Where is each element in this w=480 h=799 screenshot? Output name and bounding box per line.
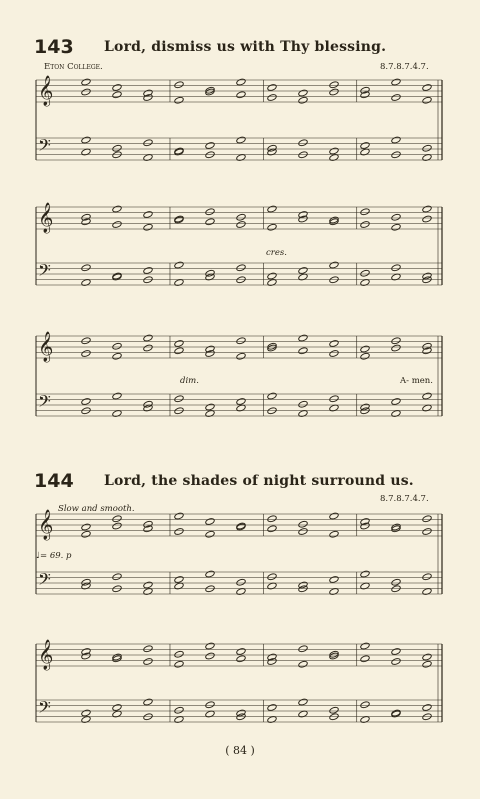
note-head bbox=[81, 709, 91, 717]
note-head bbox=[391, 213, 401, 221]
note-head bbox=[236, 213, 246, 221]
note-head bbox=[298, 400, 308, 408]
note-head bbox=[143, 520, 153, 528]
note-head bbox=[329, 88, 339, 96]
note-head bbox=[81, 648, 91, 656]
note-head bbox=[360, 345, 370, 353]
note-head bbox=[81, 530, 91, 538]
note-head bbox=[298, 645, 308, 653]
note-head bbox=[360, 91, 370, 99]
note-head bbox=[360, 86, 370, 94]
note-head bbox=[143, 344, 153, 352]
note-head bbox=[422, 96, 432, 104]
note-head bbox=[267, 653, 277, 661]
meter-144: 8.7.8.7.4.7. bbox=[380, 494, 429, 504]
note-head bbox=[422, 215, 432, 223]
note-head bbox=[298, 520, 308, 528]
note-head bbox=[112, 352, 122, 360]
note-head bbox=[205, 701, 215, 709]
note-head bbox=[360, 701, 370, 709]
note-head bbox=[205, 218, 215, 226]
note-head bbox=[81, 136, 91, 144]
note-head bbox=[329, 576, 339, 584]
note-head bbox=[236, 648, 246, 656]
note-head bbox=[205, 350, 215, 358]
note-head bbox=[143, 94, 153, 102]
note-head bbox=[81, 350, 91, 358]
note-head bbox=[298, 89, 308, 97]
note-head bbox=[298, 660, 308, 668]
note-head bbox=[360, 522, 370, 530]
note-head bbox=[205, 208, 215, 216]
note-head bbox=[205, 518, 215, 526]
note-head bbox=[174, 650, 184, 658]
note-head bbox=[174, 347, 184, 355]
note-head bbox=[174, 528, 184, 536]
note-head bbox=[205, 142, 215, 150]
clef-glyph: 𝄢 bbox=[38, 391, 51, 415]
note-head bbox=[298, 347, 308, 355]
note-head bbox=[81, 652, 91, 660]
note-head bbox=[422, 144, 432, 152]
note-head bbox=[422, 660, 432, 668]
note-head bbox=[174, 576, 184, 584]
note-head bbox=[174, 81, 184, 89]
hymn-number: 143 bbox=[34, 36, 74, 58]
clef-glyph: 𝄞 bbox=[38, 203, 54, 233]
note-head bbox=[205, 403, 215, 411]
note-head bbox=[143, 89, 153, 97]
note-head bbox=[112, 522, 122, 530]
note-head bbox=[422, 84, 432, 92]
note-head bbox=[360, 518, 370, 526]
note-head bbox=[422, 347, 432, 355]
note-head bbox=[267, 525, 277, 533]
metronome-marking: ♩= 69. p bbox=[36, 551, 72, 561]
note-head bbox=[360, 642, 370, 650]
hymn-144-title: Lord, the shades of night surround us. bbox=[104, 473, 414, 489]
page-number: ( 84 ) bbox=[225, 744, 255, 757]
hymn-143-title: Lord, dismiss us with Thy blessing. bbox=[104, 39, 387, 55]
note-head bbox=[267, 658, 277, 666]
meter-143: 8.7.8.7.4.7. bbox=[380, 62, 429, 72]
note-head bbox=[236, 398, 246, 406]
note-head bbox=[298, 334, 308, 342]
note-head bbox=[298, 528, 308, 536]
note-head bbox=[298, 139, 308, 147]
note-head bbox=[360, 221, 370, 229]
note-head bbox=[391, 94, 401, 102]
note-head bbox=[112, 84, 122, 92]
note-head bbox=[360, 570, 370, 578]
note-head bbox=[329, 530, 339, 538]
note-head bbox=[81, 523, 91, 531]
note-head bbox=[267, 205, 277, 213]
note-head bbox=[329, 261, 339, 269]
note-head bbox=[81, 264, 91, 272]
note-head bbox=[422, 573, 432, 581]
note-head bbox=[236, 337, 246, 345]
note-head bbox=[391, 658, 401, 666]
note-head bbox=[81, 398, 91, 406]
note-head bbox=[81, 218, 91, 226]
note-head bbox=[236, 136, 246, 144]
note-head bbox=[112, 91, 122, 99]
note-head bbox=[236, 91, 246, 99]
clef-glyph: 𝄢 bbox=[38, 260, 51, 284]
hymn-number: 144 bbox=[34, 470, 74, 492]
note-head bbox=[143, 645, 153, 653]
note-head bbox=[143, 658, 153, 666]
note-head bbox=[298, 96, 308, 104]
note-head bbox=[329, 340, 339, 348]
note-head bbox=[236, 655, 246, 663]
note-head bbox=[391, 344, 401, 352]
note-head bbox=[422, 342, 432, 350]
note-head bbox=[422, 392, 432, 400]
note-head bbox=[329, 350, 339, 358]
note-head bbox=[174, 395, 184, 403]
note-head bbox=[298, 267, 308, 275]
clef-glyph: 𝄢 bbox=[38, 135, 51, 159]
note-head bbox=[174, 96, 184, 104]
note-head bbox=[391, 648, 401, 656]
note-head bbox=[391, 264, 401, 272]
note-head bbox=[267, 94, 277, 102]
note-head bbox=[112, 515, 122, 523]
note-head bbox=[143, 334, 153, 342]
note-head bbox=[112, 205, 122, 213]
note-head bbox=[360, 352, 370, 360]
note-head bbox=[422, 653, 432, 661]
note-head bbox=[267, 515, 277, 523]
note-head bbox=[236, 352, 246, 360]
note-head bbox=[298, 215, 308, 223]
note-head bbox=[174, 706, 184, 714]
note-head bbox=[360, 208, 370, 216]
note-head bbox=[267, 573, 277, 581]
amen-lyric: A- men. bbox=[400, 376, 433, 386]
note-head bbox=[267, 84, 277, 92]
note-head bbox=[112, 144, 122, 152]
dim-marking: dim. bbox=[180, 376, 199, 386]
note-head bbox=[174, 261, 184, 269]
note-head bbox=[112, 704, 122, 712]
clef-glyph: 𝄢 bbox=[38, 569, 51, 593]
note-head bbox=[143, 223, 153, 231]
clef-glyph: 𝄞 bbox=[38, 510, 54, 540]
note-head bbox=[422, 704, 432, 712]
note-head bbox=[267, 704, 277, 712]
note-head bbox=[391, 223, 401, 231]
note-head bbox=[143, 211, 153, 219]
note-head bbox=[329, 395, 339, 403]
note-head bbox=[298, 698, 308, 706]
note-head bbox=[236, 78, 246, 86]
note-head bbox=[143, 698, 153, 706]
note-head bbox=[112, 392, 122, 400]
note-head bbox=[236, 221, 246, 229]
note-head bbox=[143, 525, 153, 533]
note-head bbox=[112, 573, 122, 581]
cres-marking: cres. bbox=[266, 248, 287, 258]
note-head bbox=[112, 221, 122, 229]
note-head bbox=[205, 642, 215, 650]
note-head bbox=[298, 211, 308, 219]
note-head bbox=[360, 269, 370, 277]
note-head bbox=[112, 342, 122, 350]
note-head bbox=[391, 136, 401, 144]
clef-glyph: 𝄞 bbox=[38, 640, 54, 670]
note-head bbox=[391, 337, 401, 345]
note-head bbox=[267, 272, 277, 280]
note-head bbox=[81, 88, 91, 96]
staff-lines bbox=[36, 80, 442, 722]
note-head bbox=[143, 139, 153, 147]
note-head bbox=[267, 392, 277, 400]
note-head bbox=[205, 570, 215, 578]
note-head bbox=[143, 581, 153, 589]
note-head bbox=[174, 512, 184, 520]
note-head bbox=[360, 655, 370, 663]
note-head bbox=[81, 78, 91, 86]
note-head bbox=[81, 337, 91, 345]
note-head bbox=[81, 213, 91, 221]
note-head bbox=[391, 578, 401, 586]
note-head bbox=[422, 205, 432, 213]
note-head bbox=[422, 515, 432, 523]
clef-glyph: 𝄢 bbox=[38, 697, 51, 721]
note-head bbox=[236, 264, 246, 272]
note-head bbox=[329, 147, 339, 155]
note-head bbox=[267, 223, 277, 231]
tune-name: Eton College. bbox=[44, 62, 103, 72]
note-head bbox=[143, 267, 153, 275]
note-head bbox=[329, 81, 339, 89]
note-head bbox=[205, 530, 215, 538]
note-head bbox=[329, 512, 339, 520]
tempo-marking: Slow and smooth. bbox=[58, 504, 135, 514]
note-head bbox=[391, 398, 401, 406]
clef-glyph: 𝄞 bbox=[38, 332, 54, 362]
note-head bbox=[205, 345, 215, 353]
note-head bbox=[391, 78, 401, 86]
note-head bbox=[422, 528, 432, 536]
note-head bbox=[174, 340, 184, 348]
note-head bbox=[205, 652, 215, 660]
note-head bbox=[174, 660, 184, 668]
note-head bbox=[360, 142, 370, 150]
clef-glyph: 𝄞 bbox=[38, 76, 54, 106]
note-head bbox=[329, 706, 339, 714]
note-head bbox=[236, 578, 246, 586]
